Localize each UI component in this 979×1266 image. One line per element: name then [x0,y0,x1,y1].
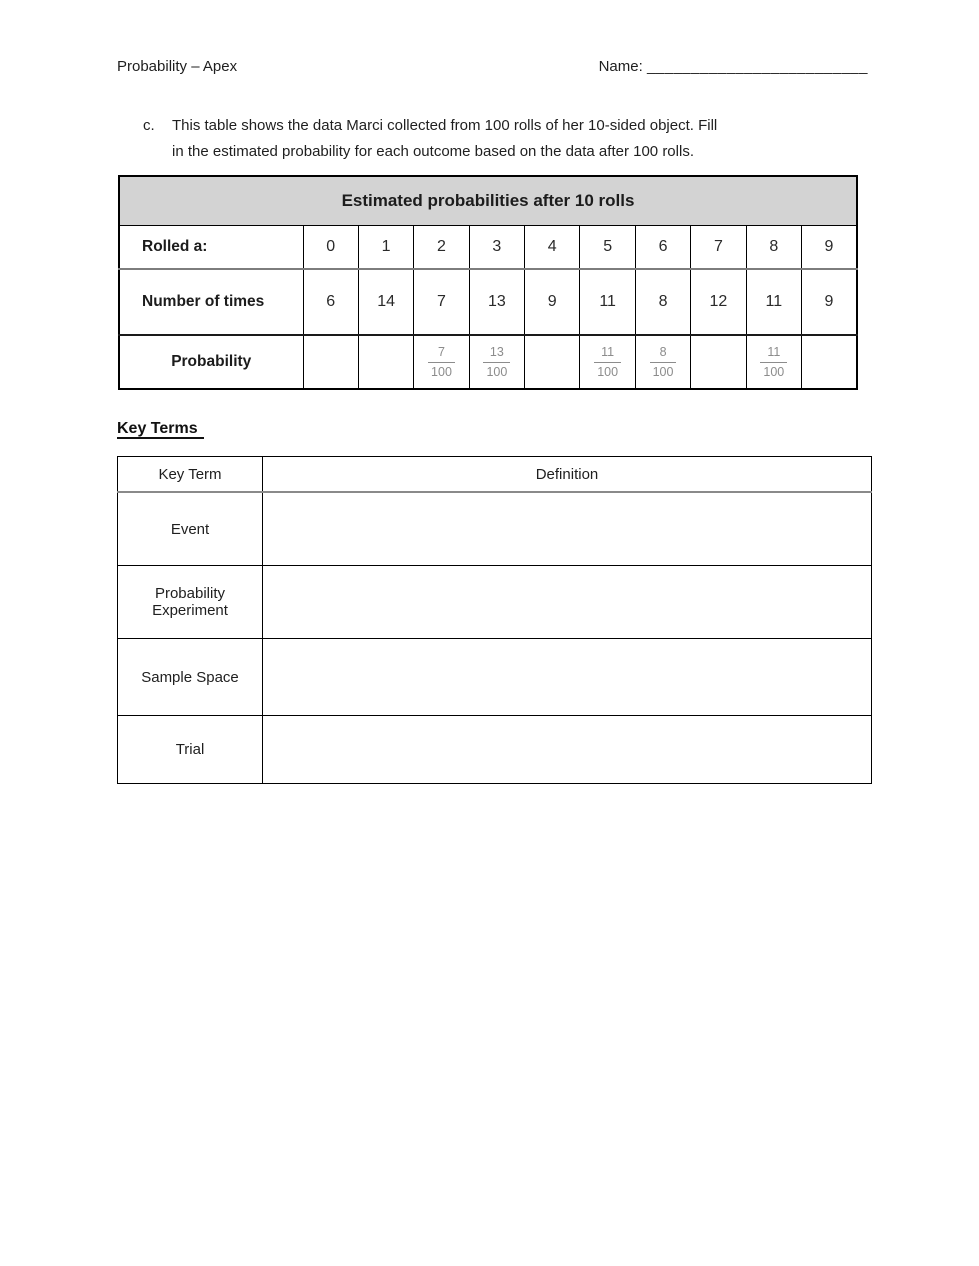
definition-cell[interactable] [263,492,872,566]
term-cell: Sample Space [118,639,263,716]
probability-row [119,335,857,389]
table-row [118,716,872,784]
outcome-cell: 8 [746,226,801,270]
number-of-times-row [119,269,857,335]
question-text [172,113,717,165]
fraction [549,361,555,363]
fraction [383,361,389,363]
question-c [143,113,979,165]
outcome-cell: 7 [691,226,746,270]
probability-cell[interactable] [580,335,635,389]
probability-cell[interactable] [469,335,524,389]
count-cell: 11 [580,269,635,335]
outcome-cell: 4 [525,226,580,270]
outcome-cell: 0 [303,226,358,270]
term-cell: Event [118,492,263,566]
name-field [599,58,868,75]
probability-cell[interactable] [802,335,857,389]
row-label-rolled: Rolled a: [119,226,303,270]
rolls-table-title-row [119,176,857,226]
count-cell: 11 [746,269,801,335]
fraction: $\frac{11}{100}$ [760,344,787,380]
outcome-cell: 2 [414,226,469,270]
outcome-cell: 6 [635,226,690,270]
definition-cell[interactable] [263,566,872,639]
definition-cell[interactable] [263,639,872,716]
rolls-table-title: Estimated probabilities after 10 rolls [119,176,857,226]
probability-cell[interactable] [525,335,580,389]
probability-cell[interactable] [635,335,690,389]
count-cell: 13 [469,269,524,335]
fraction [826,361,832,363]
row-label-count: Number of times [119,269,303,335]
key-terms-header-row [118,457,872,493]
count-cell: 12 [691,269,746,335]
count-cell: 9 [802,269,857,335]
probability-cell[interactable] [358,335,413,389]
term-cell: Probability Experiment [118,566,263,639]
outcome-cell: 9 [802,226,857,270]
rolled-a-row [119,226,857,270]
fraction: $\frac{11}{100}$ [594,344,621,380]
probability-cell[interactable] [691,335,746,389]
fraction: $\frac{8}{100}$ [650,344,677,380]
probability-cell[interactable] [303,335,358,389]
outcome-cell: 3 [469,226,524,270]
name-blank-line[interactable]: _________________________ [646,58,868,75]
probability-cell[interactable] [746,335,801,389]
fraction: $\frac{13}{100}$ [483,344,510,380]
column-header-definition: Definition [263,457,872,493]
outcome-cell: 5 [580,226,635,270]
row-label-probability: Probability [119,335,303,389]
list-marker: c. [143,117,155,134]
name-label: Name: [598,58,643,75]
count-cell: 9 [525,269,580,335]
doc-title: Probability – Apex [117,58,238,75]
key-terms-heading: Key Terms [117,420,204,438]
definition-cell[interactable] [263,716,872,784]
key-terms-table [117,456,872,784]
column-header-term: Key Term [118,457,263,493]
rolls-table [118,175,858,390]
fraction: $\frac{7}{100}$ [428,344,455,380]
page-header [117,58,868,75]
probability-cell[interactable] [414,335,469,389]
count-cell: 8 [635,269,690,335]
table-row [118,639,872,716]
count-cell: 6 [303,269,358,335]
count-cell: 7 [414,269,469,335]
question-line-2: in the estimated probability for each outcome based on the data after 100 rolls. [172,143,694,160]
table-row [118,566,872,639]
table-row [118,492,872,566]
term-cell: Trial [118,716,263,784]
count-cell: 14 [358,269,413,335]
outcome-cell: 1 [358,226,413,270]
fraction [715,361,721,363]
question-line-1: This table shows the data Marci collected from 100 rolls of her 10-sided object. Fill [172,117,718,134]
fraction [328,361,334,363]
